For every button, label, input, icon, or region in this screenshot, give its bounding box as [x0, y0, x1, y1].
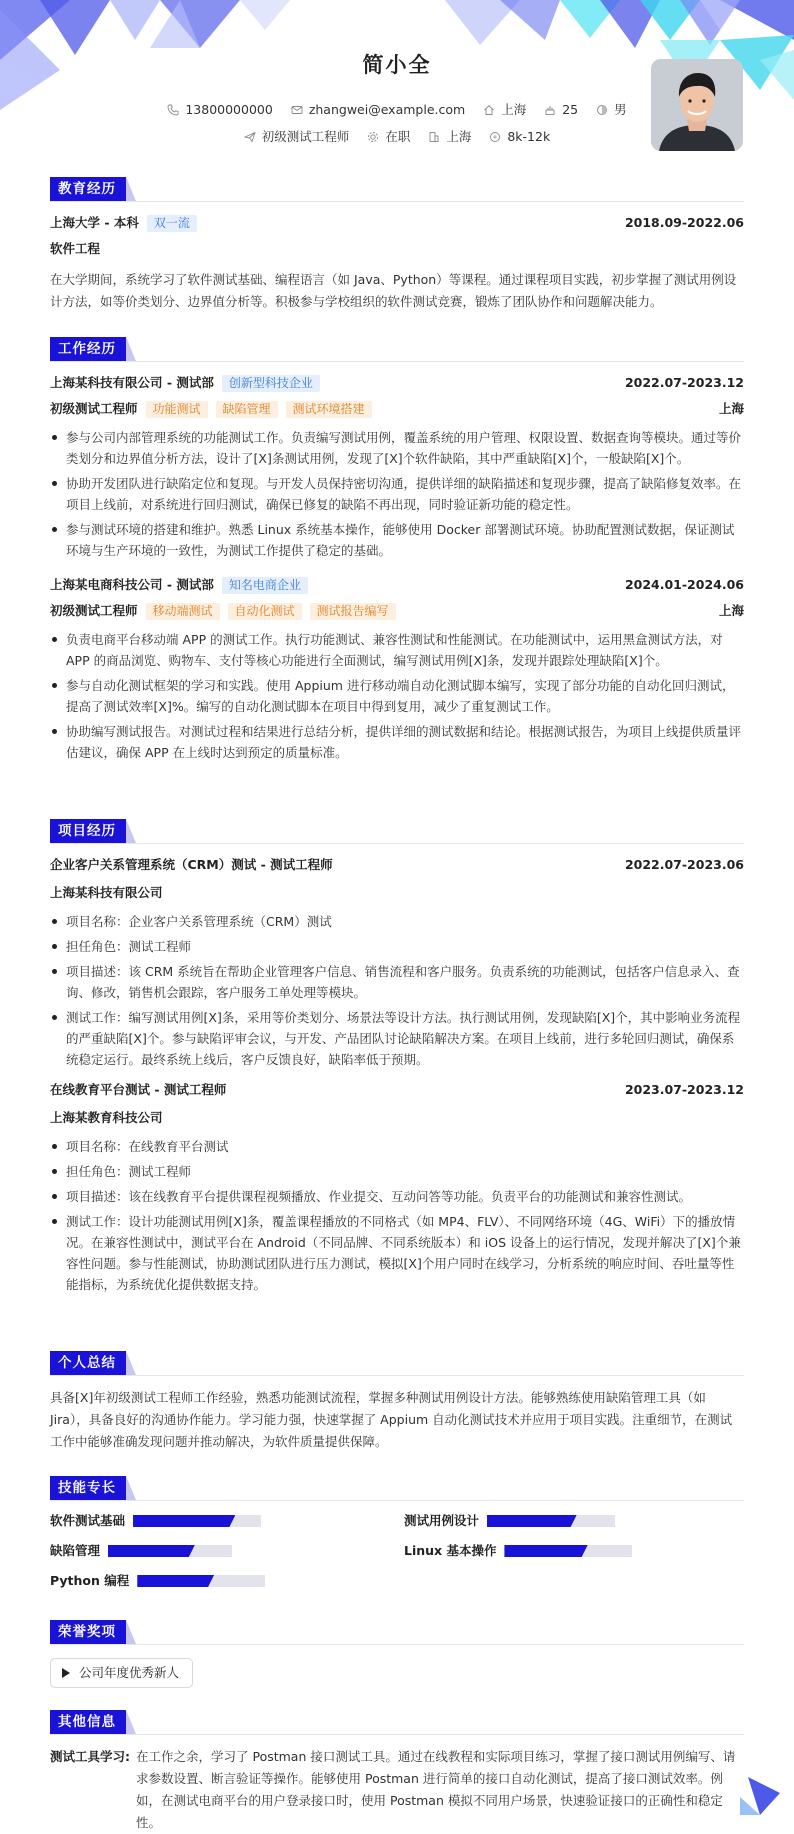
education-title: 教育经历 — [50, 177, 126, 201]
school-name: 上海大学 - 本科 — [50, 215, 139, 230]
section-divider — [50, 1375, 744, 1376]
project-title-row — [50, 1080, 744, 1100]
projects-title: 项目经历 — [50, 819, 126, 843]
skill-name: Python 编程 — [50, 1573, 130, 1588]
email-item — [291, 99, 465, 120]
salary-text: 8k-12k — [507, 129, 551, 144]
work-entry — [50, 373, 744, 561]
skill-level-bar — [108, 1545, 232, 1557]
award-text: 公司年度优秀新人 — [79, 1665, 180, 1681]
project-period: 2022.07-2023.06 — [624, 857, 744, 872]
work-company-group — [50, 373, 320, 393]
project-company: 上海某科技有限公司 — [50, 885, 163, 900]
other-section — [50, 1710, 744, 1834]
project-company-row — [50, 1108, 744, 1128]
skill-name: 缺陷管理 — [50, 1543, 101, 1558]
education-major: 软件工程 — [50, 241, 101, 256]
project-entry — [50, 855, 744, 1070]
education-section — [50, 177, 744, 313]
work-company: 上海某电商科技公司 - 测试部 — [50, 577, 214, 592]
project-company-row — [50, 883, 744, 903]
projects-header — [50, 819, 744, 843]
honors-title: 荣誉奖项 — [50, 1620, 126, 1644]
section-divider — [50, 1734, 744, 1735]
company-tag: 创新型科技企业 — [222, 375, 320, 392]
candidate-name: 简小全 — [362, 53, 432, 77]
skill-name: 软件测试基础 — [50, 1513, 126, 1528]
skill-item — [50, 1542, 404, 1560]
education-header — [50, 177, 744, 201]
list-item: 协助开发团队进行缺陷定位和复现。与开发人员保持密切沟通，提供详细的缺陷描述和复现步骤，提高了缺陷修复效率。在项目上线前，对系统进行回归测试，确保已修复的缺陷不再出现，同时验证新功能的稳定性。 — [50, 473, 744, 515]
education-entry-row — [50, 213, 744, 233]
work-role-group — [50, 399, 372, 419]
project-bullets — [50, 911, 744, 1070]
avatar — [651, 59, 743, 151]
summary-header — [50, 1351, 744, 1375]
building-icon — [428, 131, 440, 143]
project-title: 在线教育平台测试 - 测试工程师 — [50, 1082, 227, 1097]
list-item: 担任角色：测试工程师 — [50, 1161, 744, 1182]
project-company: 上海某教育科技公司 — [50, 1110, 163, 1125]
project-title-row — [50, 855, 744, 875]
list-item: 项目名称：在线教育平台测试 — [50, 1136, 744, 1157]
summary-text: 具备[X]年初级测试工程师工作经验，熟悉功能测试流程，掌握多种测试用例设计方法。能够熟练使用缺陷管理工具（如 Jira），具备良好的沟通协作能力。学习能力强，快速掌握了 Appium 自动化测试技术并应用于项目实践。注重细节，在测试工作中能够准确发现问题并推动解决，为软件质量提供保障。 — [50, 1390, 733, 1449]
status-text: 在职 — [385, 129, 411, 144]
salary-item — [489, 126, 550, 147]
summary-section — [50, 1351, 744, 1453]
target-city-item — [428, 126, 471, 147]
skill-level-fill — [108, 1545, 195, 1557]
position-text: 初级测试工程师 — [261, 129, 350, 144]
skill-tag: 缺陷管理 — [216, 401, 278, 418]
skill-level-fill — [504, 1545, 587, 1557]
cake-icon — [544, 104, 556, 116]
status-item — [367, 126, 410, 147]
honors-list — [50, 1658, 744, 1688]
other-header — [50, 1710, 744, 1734]
skill-item — [50, 1512, 404, 1530]
location-text: 上海 — [501, 102, 527, 117]
skills-section — [50, 1476, 744, 1590]
skill-name: Linux 基本操作 — [404, 1543, 497, 1558]
work-bullets — [50, 427, 744, 561]
list-item: 负责电商平台移动端 APP 的测试工作。执行功能测试、兼容性测试和性能测试。在功能测试中，运用黑盒测试方法，对 APP 的商品浏览、购物车、支付等核心功能进行全面测试，编写测试用例[X]条，发现并跟踪处理缺陷[X]个。 — [50, 629, 744, 671]
phone-text: 13800000000 — [185, 102, 273, 117]
project-entry — [50, 1080, 744, 1295]
skills-header — [50, 1476, 744, 1500]
skill-tag: 自动化测试 — [228, 603, 302, 620]
section-divider — [50, 1644, 744, 1645]
work-company-row — [50, 373, 744, 393]
skill-name: 测试用例设计 — [404, 1513, 480, 1528]
skill-level-fill — [133, 1515, 235, 1527]
projects-section — [50, 819, 744, 1299]
work-role: 初级测试工程师 — [50, 401, 138, 416]
list-item: 项目名称：企业客户关系管理系统（CRM）测试 — [50, 911, 744, 932]
phone-item — [167, 99, 272, 120]
work-entry — [50, 575, 744, 763]
resume-header — [0, 0, 794, 160]
skill-level-bar — [504, 1545, 632, 1557]
position-item — [244, 126, 350, 147]
skill-level-fill — [487, 1515, 577, 1527]
skills-title: 技能专长 — [50, 1476, 126, 1500]
work-company: 上海某科技有限公司 - 测试部 — [50, 375, 214, 390]
work-period: 2024.01-2024.06 — [624, 577, 744, 592]
location-item — [483, 99, 526, 120]
skill-level-bar — [487, 1515, 615, 1527]
other-info-row — [50, 1746, 744, 1834]
award-badge — [50, 1658, 193, 1688]
coin-icon — [489, 131, 501, 143]
work-section — [50, 337, 744, 767]
list-item: 参与测试环境的搭建和维护。熟悉 Linux 系统基本操作，能够使用 Docker 部署测试环境。协助配置测试数据，保证测试环境与生产环境的一致性，为测试工作提供了稳定的基础。 — [50, 519, 744, 561]
skill-item — [404, 1542, 744, 1560]
skill-item — [404, 1512, 744, 1530]
work-city: 上海 — [718, 603, 744, 618]
honors-header — [50, 1620, 744, 1644]
work-city: 上海 — [718, 401, 744, 416]
play-triangle-icon — [62, 1668, 70, 1678]
work-header — [50, 337, 744, 361]
list-item: 项目描述：该 CRM 系统旨在帮助企业管理客户信息、销售流程和客户服务。负责系统的功能测试，包括客户信息录入、查询、修改，销售机会跟踪，客户服务工单处理等模块。 — [50, 961, 744, 1003]
work-role-group — [50, 601, 396, 621]
section-divider — [50, 361, 744, 362]
summary-title: 个人总结 — [50, 1351, 126, 1375]
skill-tag: 功能测试 — [146, 401, 208, 418]
list-item: 项目描述：该在线教育平台提供课程视频播放、作业提交、互动问答等功能。负责平台的功能测试和兼容性测试。 — [50, 1186, 744, 1207]
home-icon — [483, 104, 495, 116]
honors-section — [50, 1620, 744, 1688]
corner-triangle-decoration — [740, 1777, 780, 1815]
project-period: 2023.07-2023.12 — [624, 1082, 744, 1097]
gender-text: 男 — [614, 102, 627, 117]
avatar-portrait-icon — [651, 59, 743, 151]
email-text: zhangwei@example.com — [308, 102, 466, 117]
education-major-row — [50, 239, 744, 259]
list-item: 协助编写测试报告。对测试过程和结果进行总结分析，提供详细的测试数据和结论。根据测试报告，为项目上线提供质量评估建议，确保 APP 在上线时达到预定的质量标准。 — [50, 721, 744, 763]
other-info-key: 测试工具学习: — [50, 1749, 130, 1764]
work-period: 2022.07-2023.12 — [624, 375, 744, 390]
project-bullets — [50, 1136, 744, 1295]
work-role: 初级测试工程师 — [50, 603, 138, 618]
skill-level-bar — [137, 1575, 265, 1587]
target-city-text: 上海 — [446, 129, 472, 144]
gear-icon — [367, 131, 379, 143]
gender-item — [596, 99, 627, 120]
other-title: 其他信息 — [50, 1710, 126, 1734]
skills-grid — [50, 1512, 744, 1590]
work-role-row — [50, 399, 744, 419]
section-divider — [50, 843, 744, 844]
project-title: 企业客户关系管理系统（CRM）测试 - 测试工程师 — [50, 857, 333, 872]
skill-tag: 测试环境搭建 — [286, 401, 372, 418]
age-text: 25 — [562, 102, 579, 117]
skill-tag: 移动端测试 — [146, 603, 220, 620]
education-school-group — [50, 213, 197, 233]
list-item: 担任角色：测试工程师 — [50, 936, 744, 957]
work-company-group — [50, 575, 308, 595]
education-period: 2018.09-2022.06 — [624, 215, 744, 230]
work-title: 工作经历 — [50, 337, 126, 361]
work-role-row — [50, 601, 744, 621]
list-item: 测试工作：设计功能测试用例[X]条，覆盖课程播放的不同格式（如 MP4、FLV）、不同网络环境（4G、WiFi）下的播放情况。在兼容性测试中，测试平台在 Android（不同品牌、不同系统版本）和 iOS 设备上的运行情况，发现并解决了[X]个兼容性问题。参与性能测试，协助测试团队进行压力测试，模拟[X]个用户同时在线学习，分析系统的响应时间、吞吐量等性能指标，为系统优化提供数据支持。 — [50, 1211, 744, 1295]
phone-icon — [167, 104, 179, 116]
skill-item — [50, 1572, 404, 1590]
list-item: 参与公司内部管理系统的功能测试工作。负责编写测试用例，覆盖系统的用户管理、权限设置、数据查询等模块。通过等价类划分和边界值分析方法，设计了[X]条测试用例，发现了[X]个软件缺陷，其中严重缺陷[X]个，一般缺陷[X]个。 — [50, 427, 744, 469]
list-item: 测试工作：编写测试用例[X]条，采用等价类划分、场景法等设计方法。执行测试用例，发现缺陷[X]个，其中影响业务流程的严重缺陷[X]个。参与缺陷评审会议，与开发、产品团队讨论缺陷解决方案。在项目上线前，进行多轮回归测试，确保系统稳定运行。最终系统上线后，客户反馈良好，缺陷率低于预期。 — [50, 1007, 744, 1070]
age-item — [544, 99, 578, 120]
skill-tag: 测试报告编写 — [310, 603, 396, 620]
section-divider — [50, 201, 744, 202]
education-description: 在大学期间，系统学习了软件测试基础、编程语言（如 Java、Python）等课程。通过课程项目实践，初步掌握了测试用例设计方法，如等价类划分、边界值分析等。积极参与学校组织的软件测试竞赛，锻炼了团队协作和问题解决能力。 — [50, 272, 737, 309]
gender-icon — [596, 104, 608, 116]
skill-level-bar — [133, 1515, 261, 1527]
section-divider — [50, 1500, 744, 1501]
school-tag: 双一流 — [147, 215, 197, 232]
list-item: 参与自动化测试框架的学习和实践。使用 Appium 进行移动端自动化测试脚本编写，实现了部分功能的自动化回归测试，提高了测试效率[X]%。编写的自动化测试脚本在项目中得到复用，减少了重复测试工作。 — [50, 675, 744, 717]
work-company-row — [50, 575, 744, 595]
company-tag: 知名电商企业 — [222, 577, 308, 594]
other-info-value: 在工作之余，学习了 Postman 接口测试工具。通过在线教程和实际项目练习，掌握了接口测试用例编写、请求参数设置、断言验证等操作。能够使用 Postman 进行简单的接口自动化测试，提高了接口测试效率。例如，在测试电商平台的用户登录接口时，使用 Postman 模拟不同用户场景，快速验证接口的正确性和稳定性。 — [136, 1749, 736, 1830]
work-bullets — [50, 629, 744, 763]
mail-icon — [291, 104, 303, 116]
send-icon — [244, 131, 256, 143]
skill-level-fill — [137, 1575, 214, 1587]
